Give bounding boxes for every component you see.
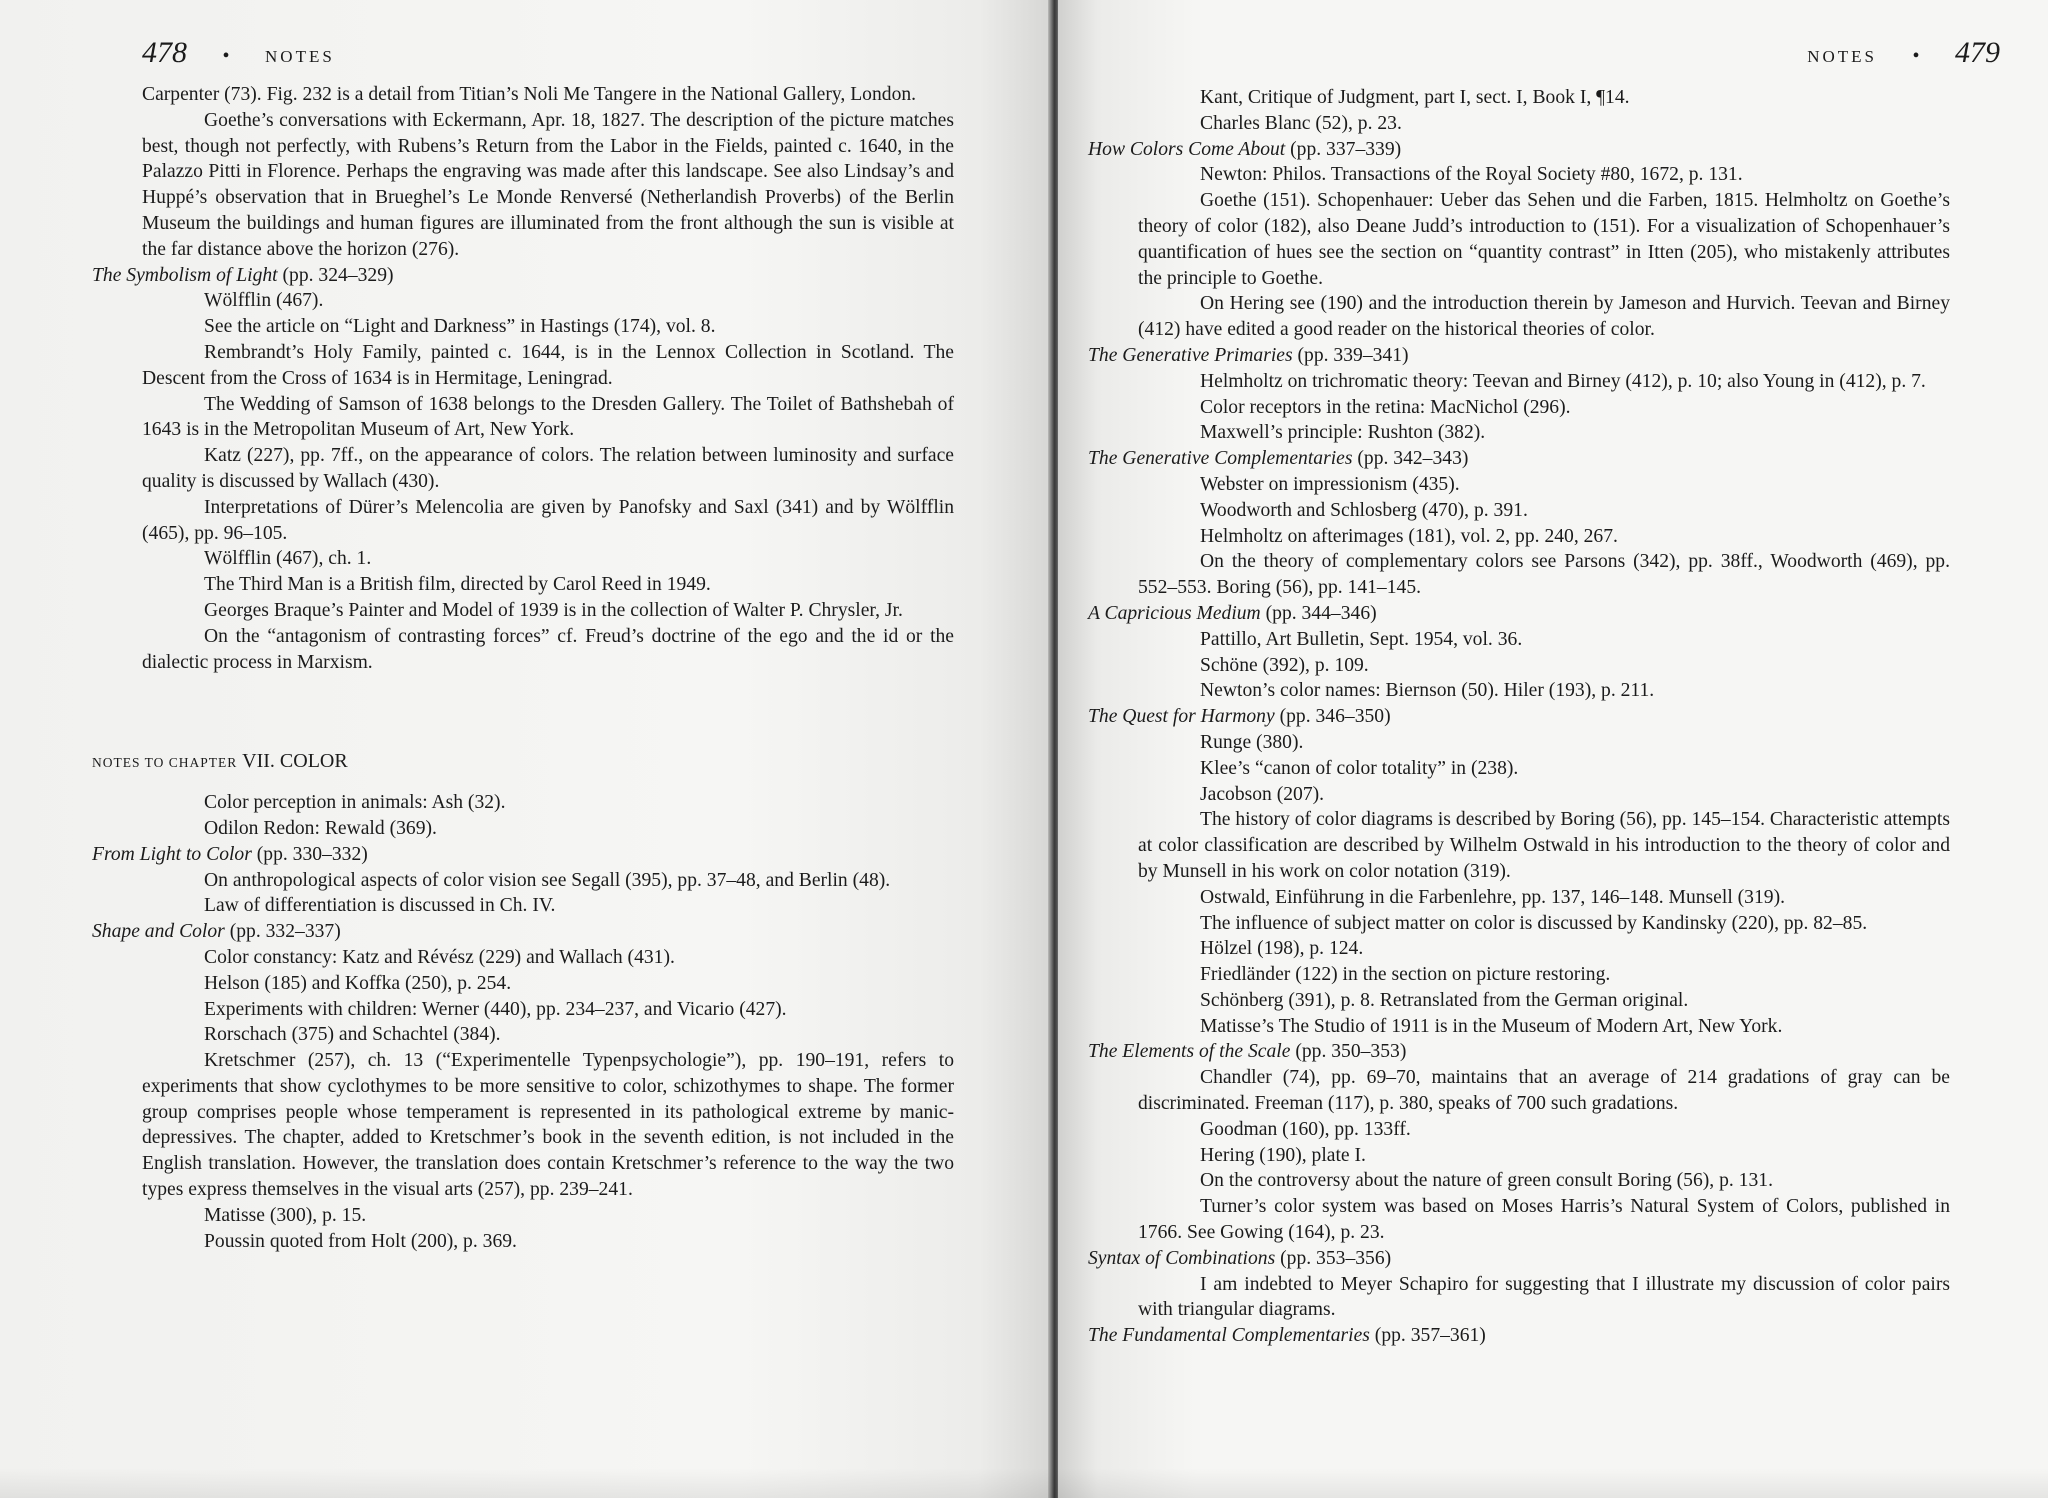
section-pages: (pp. 357–361) — [1369, 1325, 1486, 1347]
section-pages: (pp. 346–350) — [1274, 706, 1391, 728]
section-title: The Generative Primaries — [1088, 344, 1293, 366]
note-paragraph: Rorschach (375) and Schachtel (384). — [204, 1024, 501, 1046]
running-head: NOTES — [1807, 47, 1877, 66]
note-paragraph: Klee’s “canon of color totality” in (238). — [1200, 757, 1519, 779]
chapter-notes-list — [92, 790, 954, 1254]
note-paragraph: Chandler (74), pp. 69–70, maintains that an average of 214 gradations of gray can be discriminated. Freeman (117), p. 380, speaks of 700 such gradations. — [1138, 1067, 1950, 1115]
note-paragraph: Color constancy: Katz and Révész (229) and Wallach (431). — [204, 946, 675, 968]
header-separator: • — [1912, 45, 1920, 67]
note-paragraph: The history of color diagrams is described by Boring (56), pp. 145–154. Characteristic attempts at color classification are described by Wilhelm Ostwald in his introduction to the theory of color and by Munsell in his work on color notation (319). — [1138, 809, 1950, 882]
note-paragraph: Pattillo, Art Bulletin, Sept. 1954, vol. 36. — [1200, 628, 1523, 650]
section-pages: (pp. 330–332) — [251, 843, 368, 865]
note-paragraph: Woodworth and Schlosberg (470), p. 391. — [1200, 499, 1528, 521]
note-paragraph: Newton’s color names: Biernson (50). Hiler (193), p. 211. — [1200, 680, 1655, 702]
section-heading — [1088, 137, 1950, 163]
note-paragraph: On Hering see (190) and the introduction therein by Jameson and Hurvich. Teevan and Birney (412) have edited a good reader on the historical theories of color. — [1138, 293, 1950, 341]
section-title: Syntax of Combinations — [1088, 1247, 1276, 1269]
section-title: The Symbolism of Light — [92, 264, 278, 286]
note-paragraph: Rembrandt’s Holy Family, painted c. 1644, is in the Lennox Collection in Scotland. The Descent from the Cross of 1634 is in Hermitage, Leningrad. — [142, 341, 954, 389]
section-title: The Quest for Harmony — [1088, 706, 1275, 728]
note-paragraph: Maxwell’s principle: Rushton (382). — [1200, 422, 1486, 444]
note-paragraph: Goethe’s conversations with Eckermann, Apr. 18, 1827. The description of the picture matches best, though not perfectly, with Rubens’s Return from the Labor in the Fields, painted c. 1640, in the Palazzo Pitti in Florence. Perhaps the engraving was made after this landscape. See also Lindsay’s and Huppé’s observation that in Brueghel’s Le Monde Renversé (Netherlandish Proverbs) of the Berlin Museum the buildings and human figures are illuminated from the front although the sun is visible at the far distance above the horizon (276). — [142, 109, 954, 260]
chapter-label: NOTES TO CHAPTER — [92, 755, 238, 771]
section-heading — [1088, 1039, 1950, 1065]
section-pages: (pp. 342–343) — [1352, 448, 1469, 470]
note-paragraph: Kretschmer (257), ch. 13 (“Experimentelle Typenpsychologie”), pp. 190–191, refers to experiments that show cyclothymes to be more sensitive to color, schizothymes to shape. The former group comprises people whose temperament is represented in its pathological extreme by manic-depressives. The chapter, added to Kretschmer’s book in the seventh edition, is not included in the English translation. However, the translation does contain Kretschmer’s reference to the way the two types express themselves in the visual arts (257), pp. 239–241. — [142, 1050, 954, 1201]
note-paragraph: Helson (185) and Koffka (250), p. 254. — [204, 972, 512, 994]
section-heading — [92, 263, 954, 289]
chapter-title: VII. COLOR — [242, 750, 348, 773]
section-title: The Generative Complementaries — [1088, 448, 1353, 470]
section-title: The Fundamental Complementaries — [1088, 1325, 1370, 1347]
header-separator: • — [222, 45, 230, 67]
left-page-header — [142, 36, 335, 70]
section-heading — [1088, 446, 1950, 472]
section-pages: (pp. 344–346) — [1260, 602, 1377, 624]
right-notes-list — [1088, 85, 1950, 1349]
section-title: Shape and Color — [92, 921, 225, 943]
note-paragraph: On the theory of complementary colors see Parsons (342), pp. 38ff., Woodworth (469), pp. 552–553. Boring (56), pp. 141–145. — [1138, 551, 1950, 599]
left-notes-list — [92, 82, 954, 675]
section-title: A Capricious Medium — [1088, 602, 1261, 624]
note-paragraph: The Third Man is a British film, directed by Carol Reed in 1949. — [204, 574, 711, 596]
note-paragraph: Odilon Redon: Rewald (369). — [204, 817, 437, 839]
section-heading — [1088, 343, 1950, 369]
note-paragraph: Friedländer (122) in the section on picture restoring. — [1200, 964, 1611, 986]
note-paragraph: On the “antagonism of contrasting forces” cf. Freud’s doctrine of the ego and the id or the dialectic process in Marxism. — [142, 625, 954, 673]
note-paragraph: Matisse’s The Studio of 1911 is in the Museum of Modern Art, New York. — [1200, 1015, 1783, 1037]
running-head: NOTES — [265, 47, 335, 66]
note-paragraph: Schöne (392), p. 109. — [1200, 654, 1369, 676]
note-paragraph: Jacobson (207). — [1200, 783, 1325, 805]
note-paragraph: Charles Blanc (52), p. 23. — [1200, 112, 1402, 134]
section-heading — [1088, 1323, 1950, 1349]
note-paragraph: The Wedding of Samson of 1638 belongs to the Dresden Gallery. The Toilet of Bathshebah of 1643 is in the Metropolitan Museum of Art, New York. — [142, 393, 954, 441]
note-paragraph: Newton: Philos. Transactions of the Royal Society #80, 1672, p. 131. — [1200, 164, 1743, 186]
note-paragraph: Runge (380). — [1200, 731, 1304, 753]
note-paragraph: Color perception in animals: Ash (32). — [204, 792, 506, 814]
note-paragraph: Carpenter (73). Fig. 232 is a detail from Titian’s Noli Me Tangere in the National Gallery, London. — [142, 84, 917, 105]
note-paragraph: I am indebted to Meyer Schapiro for suggesting that I illustrate my discussion of color pairs with triangular diagrams. — [1138, 1273, 1950, 1321]
note-paragraph: Goethe (151). Schopenhauer: Ueber das Sehen und die Farben, 1815. Helmholtz on Goethe’s theory of color (182), also Deane Judd’s introduction to (151). For a visualization of Schopenhauer’s quantification of hues see the section on “quantity contrast” in Itten (205), who mistakenly attributes the principle to Goethe. — [1138, 190, 1950, 289]
section-heading — [92, 919, 954, 945]
section-pages: (pp. 337–339) — [1285, 138, 1402, 160]
section-heading — [1088, 704, 1950, 730]
note-paragraph: Kant, Critique of Judgment, part I, sect. I, Book I, ¶14. — [1200, 87, 1630, 108]
note-paragraph: Interpretations of Dürer’s Melencolia are given by Panofsky and Saxl (341) and by Wölfflin (465), pp. 96–105. — [142, 496, 954, 544]
note-paragraph: Matisse (300), p. 15. — [204, 1204, 367, 1226]
note-paragraph: Katz (227), pp. 7ff., on the appearance of colors. The relation between luminosity and surface quality is discussed by Wallach (430). — [142, 445, 954, 492]
note-paragraph: Law of differentiation is discussed in Ch. IV. — [204, 895, 556, 917]
section-pages: (pp. 353–356) — [1275, 1247, 1392, 1269]
note-paragraph: Schönberg (391), p. 8. Retranslated from the German original. — [1200, 989, 1689, 1011]
note-paragraph: See the article on “Light and Darkness” in Hastings (174), vol. 8. — [204, 316, 716, 338]
right-page-header — [1807, 36, 2000, 70]
note-paragraph: On the controversy about the nature of green consult Boring (56), p. 131. — [1200, 1170, 1773, 1192]
note-paragraph: Turner’s color system was based on Moses Harris’s Natural System of Colors, published in 1766. See Gowing (164), p. 23. — [1138, 1196, 1950, 1244]
note-paragraph: Wölfflin (467). — [204, 290, 324, 312]
note-paragraph: Helmholtz on afterimages (181), vol. 2, pp. 240, 267. — [1200, 525, 1618, 547]
section-pages: (pp. 350–353) — [1290, 1041, 1407, 1063]
note-paragraph: Poussin quoted from Holt (200), p. 369. — [204, 1230, 517, 1252]
page-number: 479 — [1955, 36, 2000, 69]
note-paragraph: Hering (190), plate I. — [1200, 1144, 1366, 1166]
page-number: 478 — [142, 36, 187, 69]
right-notes-column — [1088, 85, 1950, 1349]
note-paragraph: Helmholtz on trichromatic theory: Teevan and Birney (412), p. 10; also Young in (412), p. 7. — [1200, 370, 1926, 392]
section-pages: (pp. 339–341) — [1292, 344, 1409, 366]
section-pages: (pp. 332–337) — [224, 921, 341, 943]
note-paragraph: Hölzel (198), p. 124. — [1200, 938, 1364, 960]
note-paragraph: The influence of subject matter on color is discussed by Kandinsky (220), pp. 82–85. — [1200, 912, 1868, 934]
note-paragraph: Experiments with children: Werner (440), pp. 234–237, and Vicario (427). — [204, 998, 787, 1020]
chapter-heading — [92, 749, 954, 776]
left-notes-column — [92, 82, 954, 1254]
note-paragraph: On anthropological aspects of color vision see Segall (395), pp. 37–48, and Berlin (48). — [204, 869, 891, 891]
note-paragraph: Webster on impressionism (435). — [1200, 473, 1460, 495]
note-paragraph: Wölfflin (467), ch. 1. — [204, 548, 372, 570]
section-title: From Light to Color — [92, 843, 252, 865]
note-paragraph: Georges Braque’s Painter and Model of 1939 is in the collection of Walter P. Chrysler, Jr. — [204, 599, 903, 621]
note-paragraph: Ostwald, Einführung in die Farbenlehre, pp. 137, 146–148. Munsell (319). — [1200, 886, 1785, 908]
section-title: How Colors Come About — [1088, 138, 1286, 160]
section-heading — [1088, 601, 1950, 627]
section-pages: (pp. 324–329) — [277, 264, 394, 286]
section-heading — [1088, 1246, 1950, 1272]
section-title: The Elements of the Scale — [1088, 1041, 1291, 1063]
section-heading — [92, 842, 954, 868]
note-paragraph: Goodman (160), pp. 133ff. — [1200, 1118, 1411, 1140]
note-paragraph: Color receptors in the retina: MacNichol (296). — [1200, 396, 1571, 418]
